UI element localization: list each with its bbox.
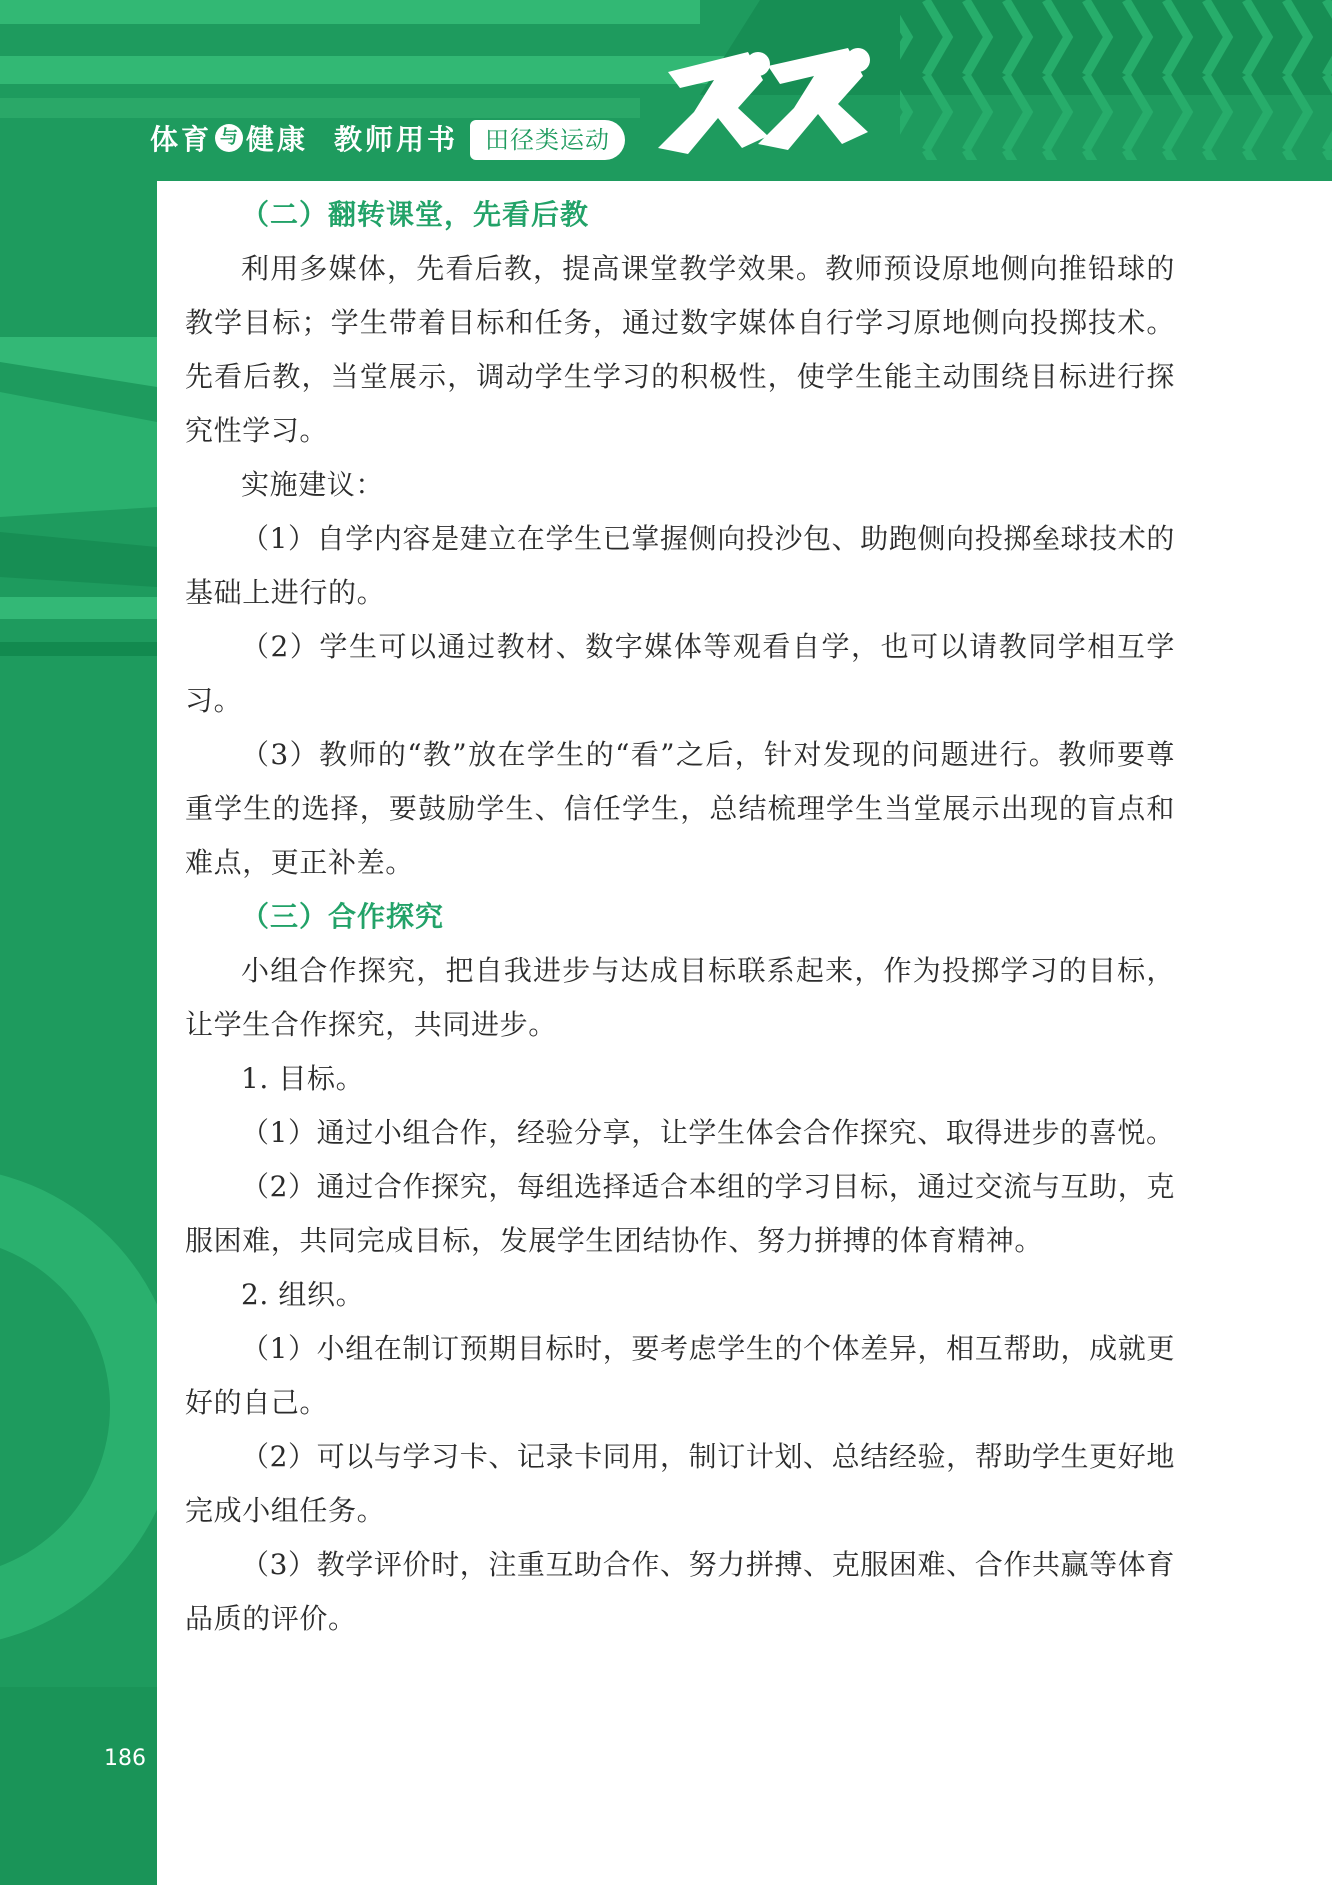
header-banner bbox=[0, 0, 1332, 187]
paragraph: 小组合作探究，把自我进步与达成目标联系起来，作为投掷学习的目标，让学生合作探究，共同进步。 bbox=[185, 954, 1175, 1041]
book-title-part2: 健康 bbox=[246, 123, 309, 156]
left-sidebar bbox=[0, 187, 157, 1885]
book-subtitle: 教师用书 bbox=[334, 123, 459, 156]
section-badge: 田径类运动 bbox=[470, 120, 625, 160]
paragraph: （2）学生可以通过教材、数字媒体等观看自学，也可以请教同学相互学习。 bbox=[185, 630, 1175, 717]
book-title bbox=[150, 118, 458, 158]
paragraph: 实施建议： bbox=[241, 468, 385, 501]
paragraph: （1）自学内容是建立在学生已掌握侧向投沙包、助跑侧向投掷垒球技术的基础上进行的。 bbox=[185, 522, 1175, 609]
book-title-connector: 与 bbox=[215, 124, 243, 152]
paragraph: （2）可以与学习卡、记录卡同用，制订计划、总结经验，帮助学生更好地完成小组任务。 bbox=[185, 1440, 1175, 1527]
paragraph: （1）小组在制订预期目标时，要考虑学生的个体差异，相互帮助，成就更好的自己。 bbox=[185, 1332, 1175, 1419]
main-content bbox=[185, 188, 1175, 1646]
paragraph: （1）通过小组合作，经验分享，让学生体会合作探究、取得进步的喜悦。 bbox=[241, 1116, 1175, 1149]
paragraph: （3）教师的“教”放在学生的“看”之后，针对发现的问题进行。教师要尊重学生的选择，要鼓励学生、信任学生，总结梳理学生当堂展示出现的盲点和难点，更正补差。 bbox=[185, 738, 1175, 879]
book-title-part1: 体育 bbox=[150, 123, 213, 156]
paragraph: 2. 组织。 bbox=[241, 1278, 365, 1311]
section-heading-flipped-classroom: （二）翻转课堂，先看后教 bbox=[241, 198, 590, 231]
sidebar-graphic bbox=[0, 187, 157, 1885]
section-heading-cooperative-inquiry: （三）合作探究 bbox=[241, 900, 445, 933]
paragraph: 1. 目标。 bbox=[241, 1062, 365, 1095]
banner-graphic bbox=[0, 0, 1332, 187]
paragraph: （2）通过合作探究，每组选择适合本组的学习目标，通过交流与互助，克服困难，共同完成目标，发展学生团结协作、努力拼搏的体育精神。 bbox=[185, 1170, 1175, 1257]
paragraph: （3）教学评价时，注重互助合作、努力拼搏、克服困难、合作共赢等体育品质的评价。 bbox=[185, 1548, 1175, 1635]
page-number: 186 bbox=[104, 1746, 146, 1771]
paragraph: 利用多媒体，先看后教，提高课堂教学效果。教师预设原地侧向推铅球的教学目标；学生带着目标和任务，通过数字媒体自行学习原地侧向投掷技术。先看后教，当堂展示，调动学生学习的积极性，使学生能主动围绕目标进行探究性学习。 bbox=[185, 252, 1175, 447]
